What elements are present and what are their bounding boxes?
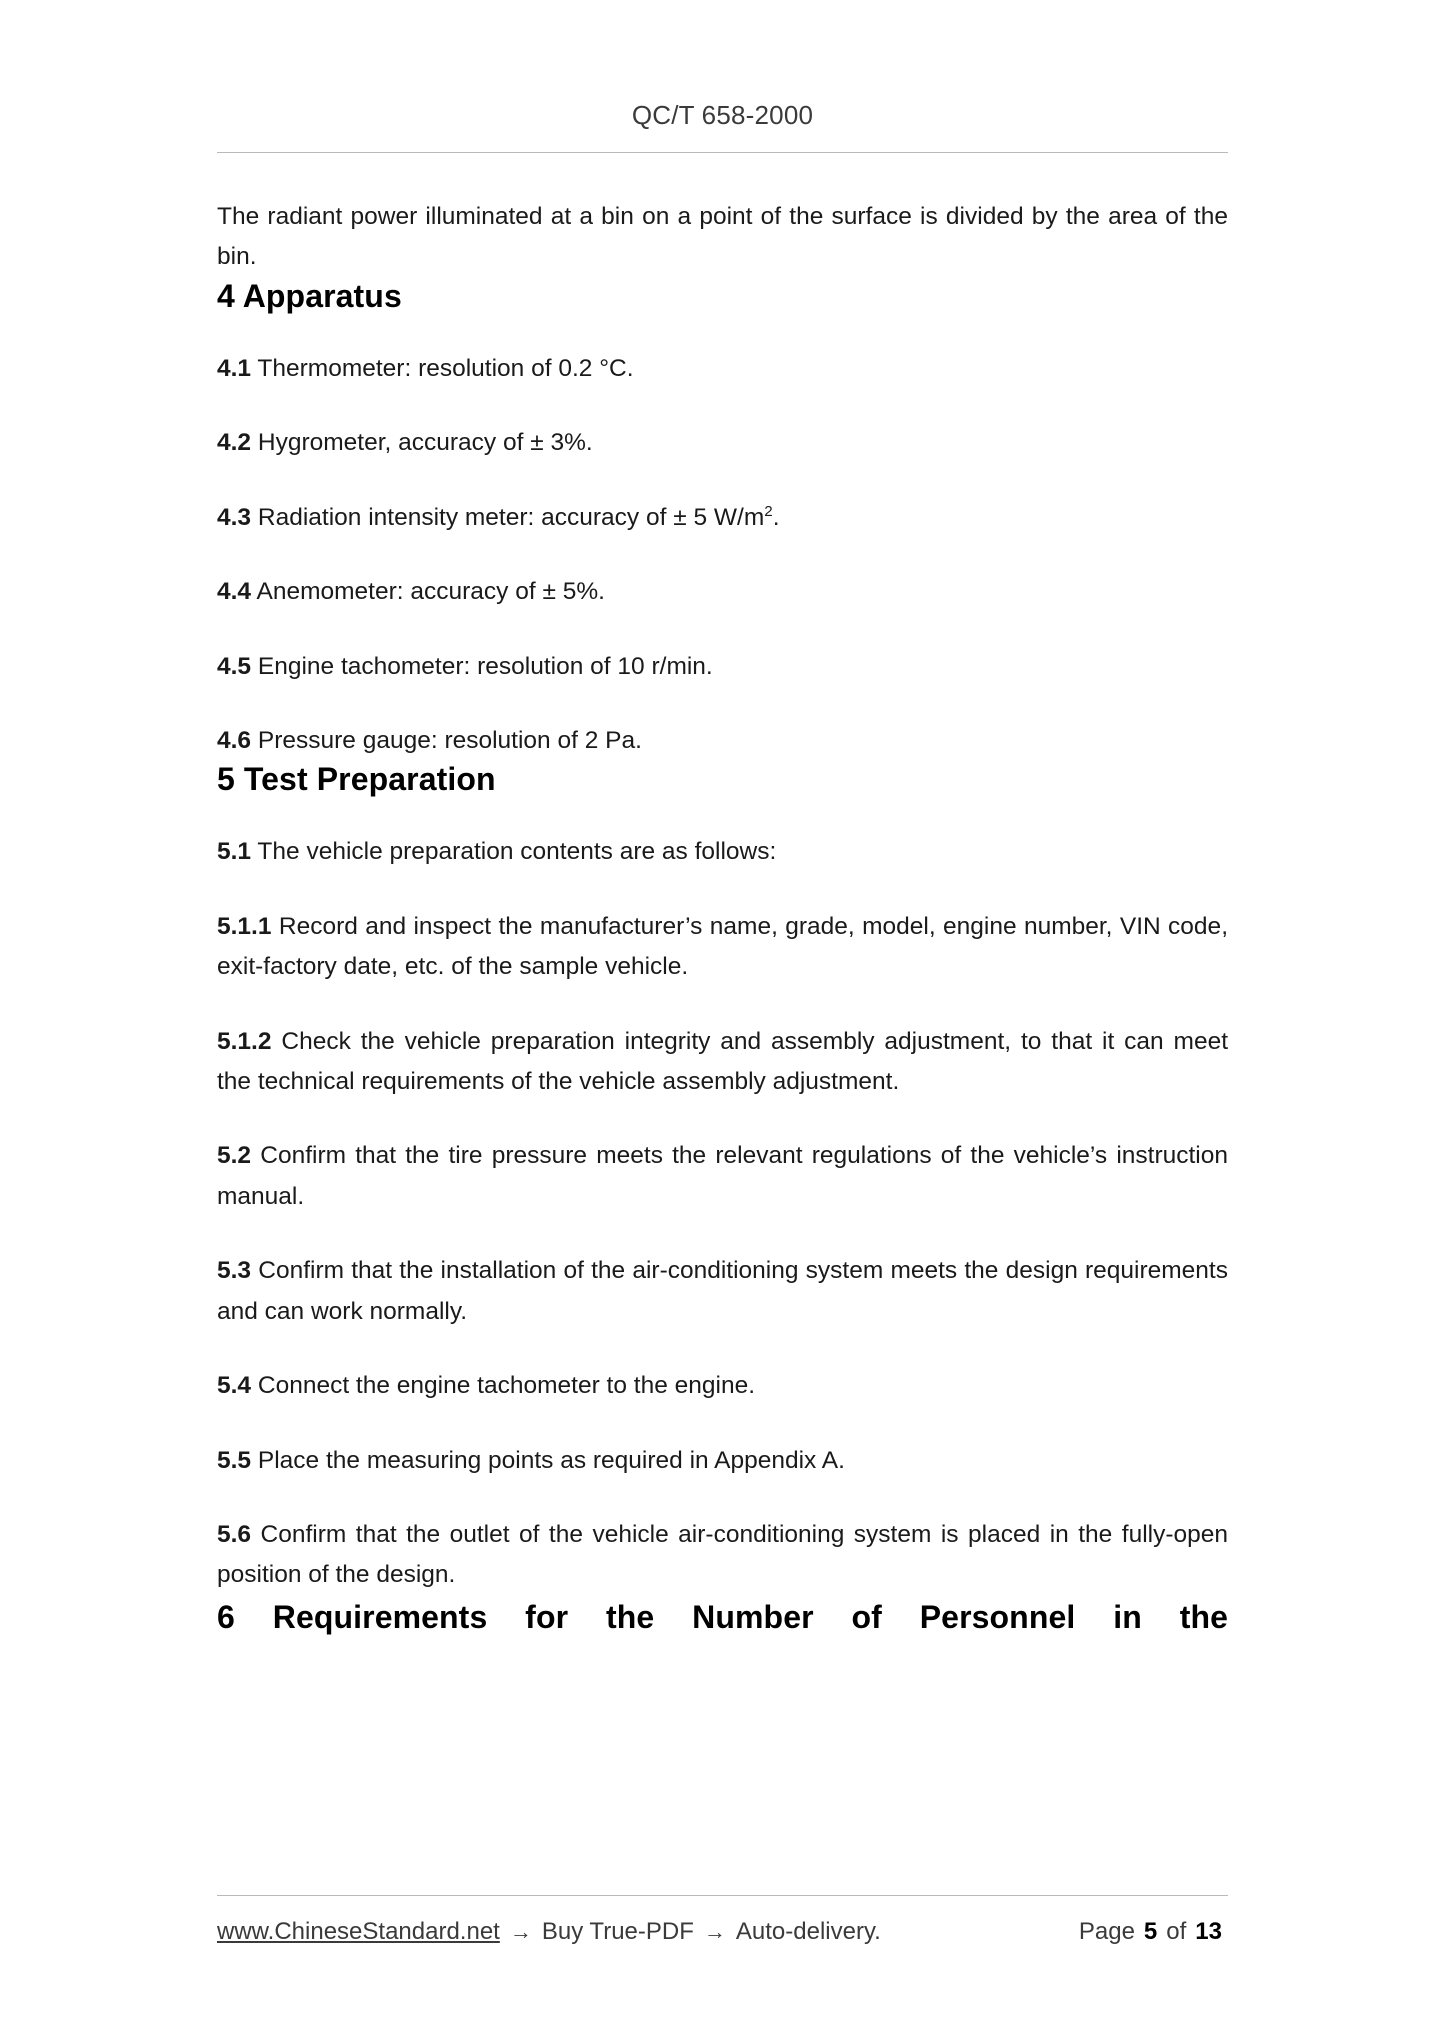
- clause-number: 4.4: [217, 578, 252, 606]
- clause-number: 5.5: [217, 1446, 252, 1474]
- clause-5-2: [217, 1136, 1228, 1217]
- clause-number: 4.3: [217, 503, 252, 531]
- clause-text: Record and inspect the manufacturer’s name, grade, model, engine number, VIN code, exit-factory date, etc. of the sample vehicle.: [217, 912, 1228, 981]
- clause-number: 5.1: [217, 838, 252, 866]
- clause-5-1-2: [217, 1022, 1228, 1103]
- clause-5-1: [217, 832, 1228, 872]
- clause-text: Thermometer: resolution of 0.2 °C.: [251, 354, 634, 382]
- clause-text: Confirm that the tire pressure meets the relevant regulations of the vehicle’s instruction manual.: [217, 1142, 1228, 1210]
- clause-number: 5.3: [217, 1257, 252, 1285]
- clause-number: 4.5: [217, 652, 252, 680]
- intro-paragraph: The radiant power illuminated at a bin on a point of the surface is divided by the area of the bin.: [217, 203, 1228, 271]
- clause-4-5: [217, 647, 1228, 687]
- clause-text: Place the measuring points as required in Appendix A.: [251, 1446, 845, 1474]
- buy-true-pdf-label: Buy True-PDF: [541, 1918, 694, 1945]
- clause-5-6: [217, 1515, 1228, 1596]
- clause-number: 5.6: [217, 1521, 252, 1549]
- clause-number: 5.4: [217, 1372, 252, 1400]
- clause-text: Pressure gauge: resolution of 2 Pa.: [251, 726, 642, 754]
- clause-text: Confirm that the outlet of the vehicle air-conditioning system is placed in the fully-open position of the design.: [217, 1521, 1228, 1589]
- clause-text-tail: .: [772, 503, 780, 531]
- of-label: of: [1166, 1918, 1187, 1945]
- clause-superscript: 2: [764, 502, 773, 520]
- clause-text: Engine tachometer: resolution of 10 r/min.: [251, 652, 713, 680]
- clause-text: The vehicle preparation contents are as follows:: [251, 838, 777, 866]
- clause-text: Radiation intensity meter: accuracy of ± 5 W/m: [251, 503, 765, 531]
- clause-4-6: [217, 721, 1228, 761]
- clause-text: Connect the engine tachometer to the engine.: [251, 1372, 756, 1400]
- website-link[interactable]: www.ChineseStandard.net: [217, 1918, 500, 1945]
- clause-4-1: [217, 349, 1228, 389]
- clause-number: 5.2: [217, 1142, 252, 1170]
- page-label: Page: [1078, 1918, 1135, 1945]
- clause-number: 4.1: [217, 354, 252, 382]
- clause-5-1-1: [217, 907, 1228, 988]
- section-heading-requirements: 6 Requirements for the Number of Personnel in the: [217, 1598, 1228, 1635]
- clause-text: Check the vehicle preparation integrity and assembly adjustment, to that it can meet the technical requirements of the vehicle assembly adjustment.: [217, 1027, 1228, 1096]
- clause-number: 5.1.1: [217, 912, 272, 940]
- arrow-right-icon-2: →: [703, 1919, 726, 1944]
- section-heading-apparatus: 4 Apparatus: [217, 277, 402, 314]
- clause-number: 4.2: [217, 429, 252, 457]
- page-total: 13: [1195, 1918, 1222, 1945]
- clause-number: 4.6: [217, 726, 252, 754]
- clause-5-5: [217, 1441, 1228, 1481]
- clause-text: Confirm that the installation of the air-conditioning system meets the design requirements and can work normally.: [217, 1257, 1228, 1325]
- clause-5-4: [217, 1366, 1228, 1406]
- section-heading-test-preparation: 5 Test Preparation: [217, 761, 496, 798]
- standard-id: QC/T 658-2000: [631, 100, 814, 130]
- clause-number: 5.1.2: [217, 1027, 272, 1055]
- footer-divider: [217, 1895, 1228, 1896]
- clause-4-2: [217, 423, 1228, 463]
- clause-5-3: [217, 1251, 1228, 1332]
- page-number: 5: [1143, 1918, 1158, 1945]
- auto-delivery-label: Auto-delivery.: [735, 1918, 881, 1945]
- footer-row: [217, 1918, 1228, 1946]
- page-indicator: [1079, 1918, 1228, 1946]
- footer-promo: [217, 1918, 1079, 1946]
- clause-text: Anemometer: accuracy of ± 5%.: [251, 578, 605, 606]
- clause-4-3: [217, 498, 1228, 538]
- clause-4-4: [217, 572, 1228, 612]
- document-header: [217, 0, 1228, 131]
- header-divider: [217, 152, 1228, 153]
- clause-text: Hygrometer, accuracy of ± 3%.: [251, 429, 593, 457]
- page-content: [217, 0, 1228, 1682]
- arrow-right-icon: →: [509, 1919, 532, 1944]
- page-footer: [217, 1895, 1228, 1946]
